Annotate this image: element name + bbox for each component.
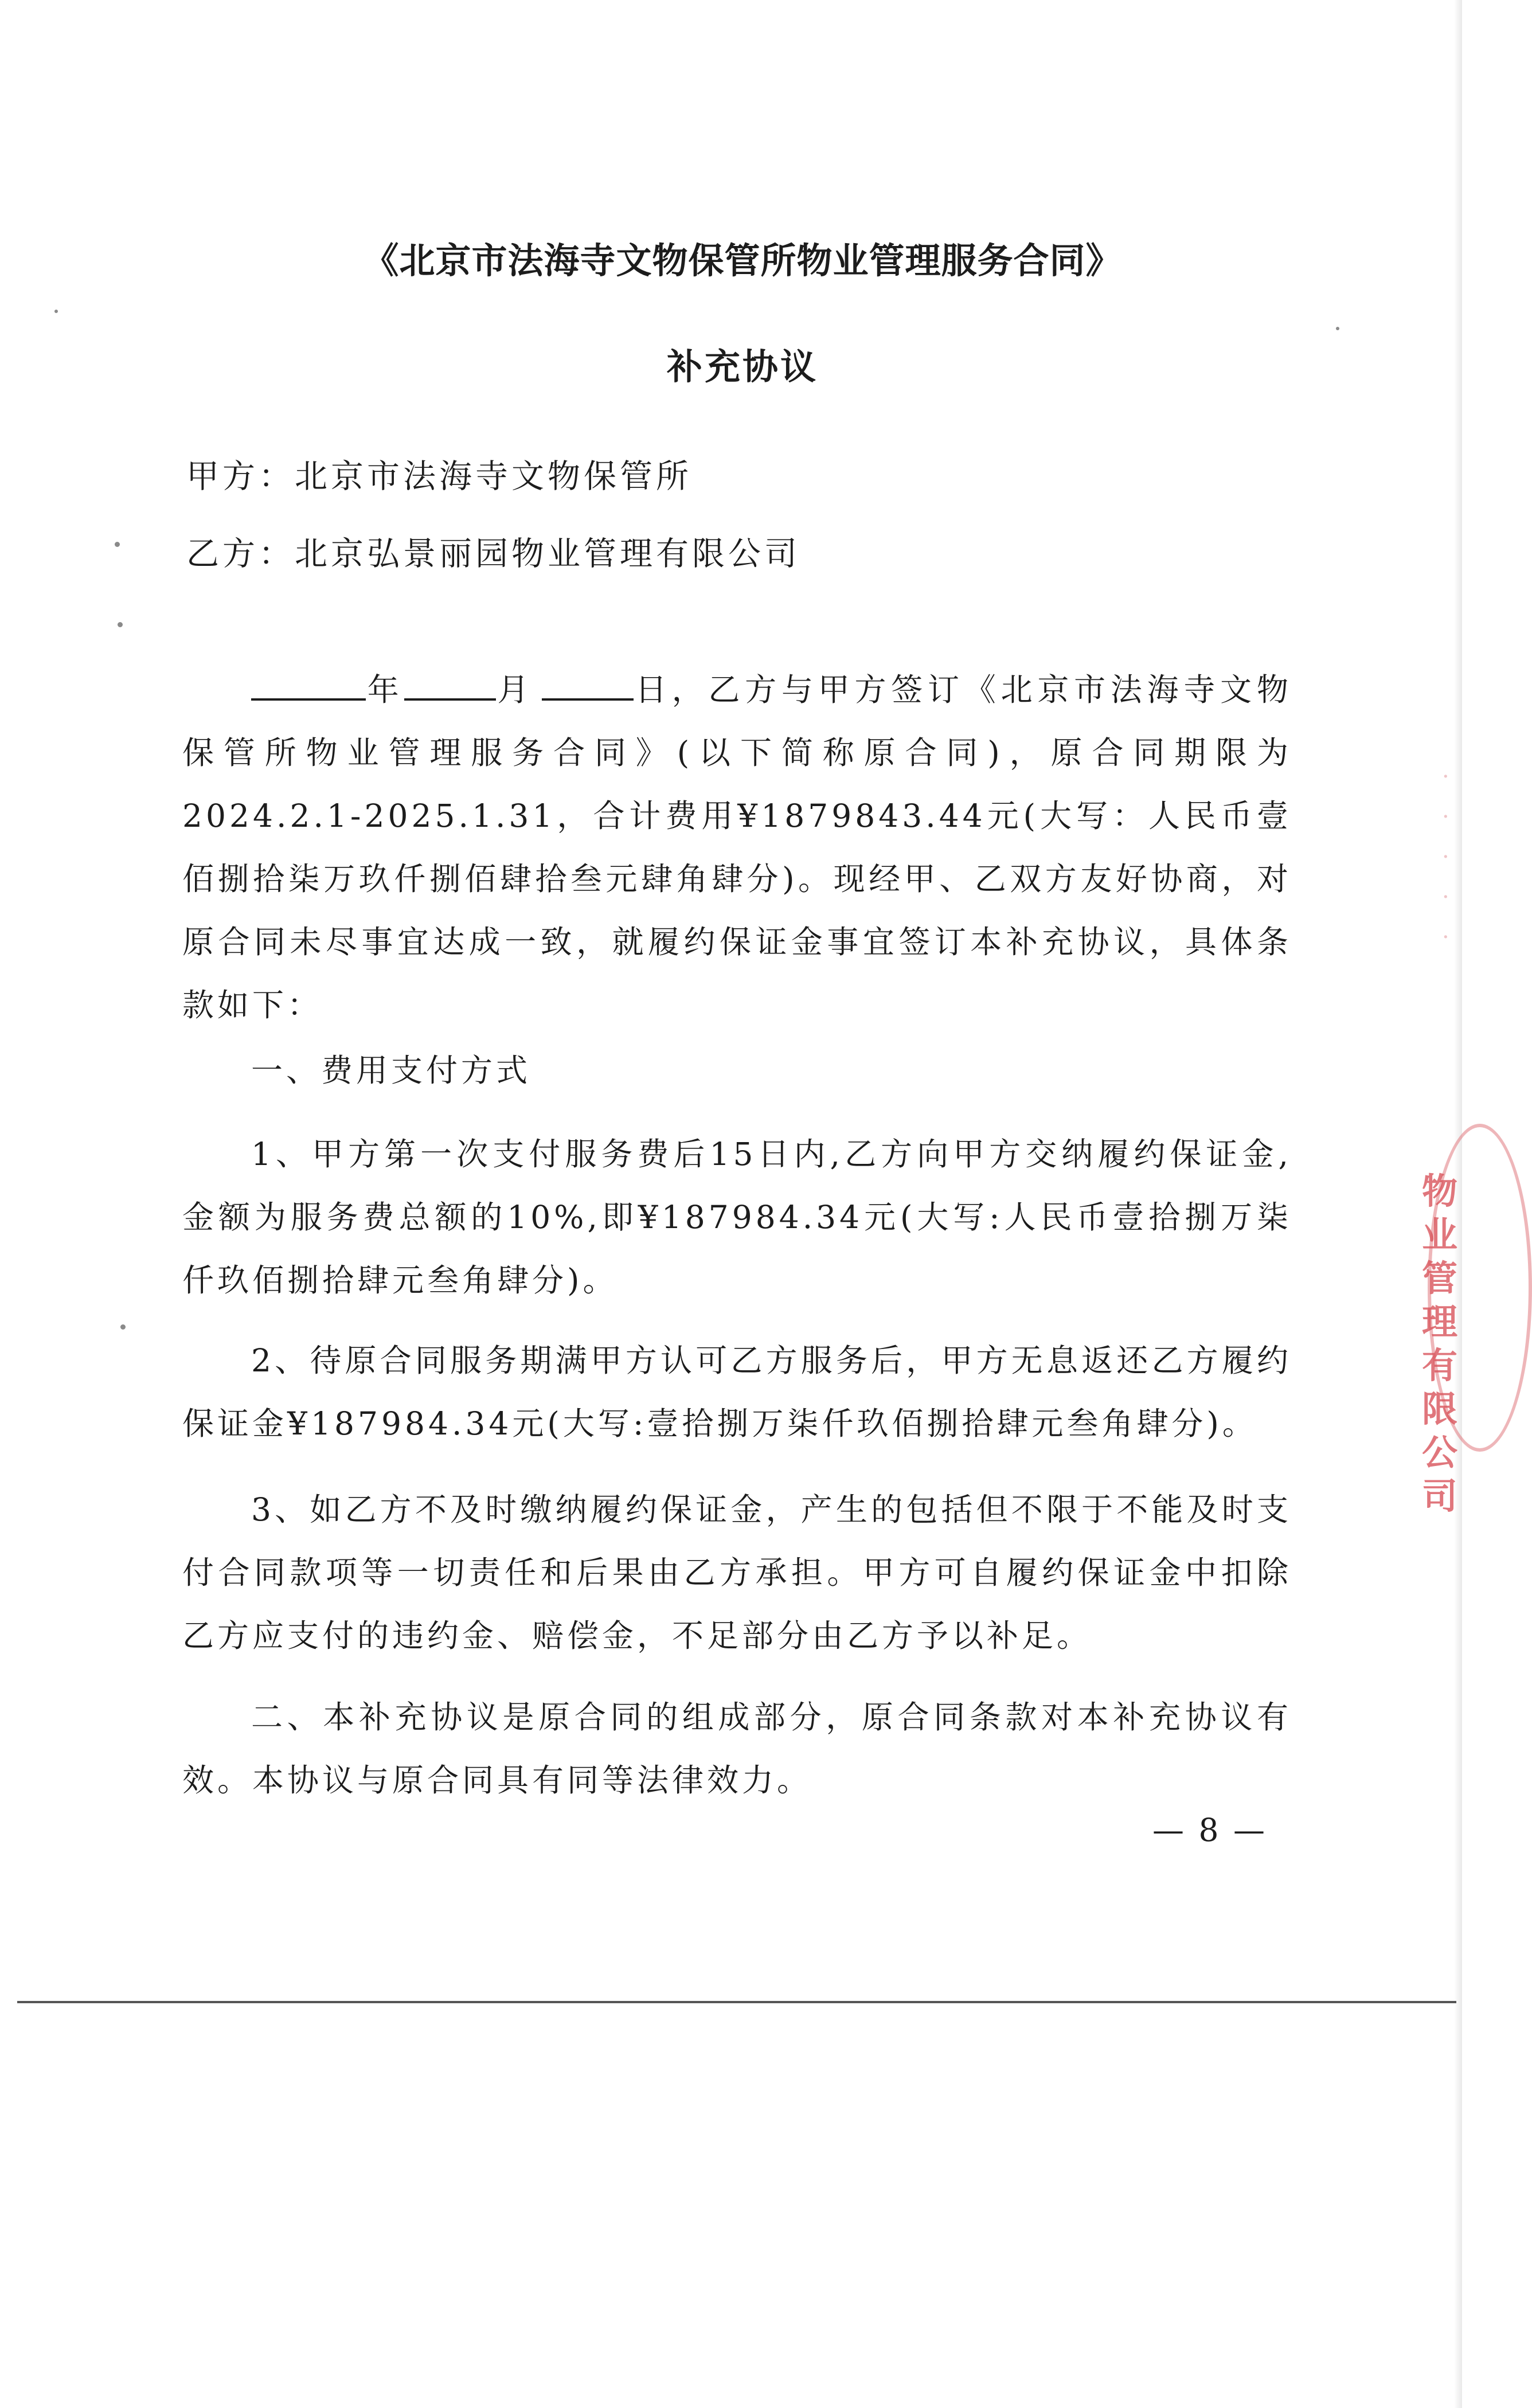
item-2-block [182, 1329, 1292, 1455]
item-3: 3、如乙方不及时缴纳履约保证金，产生的包括但不限于不能及时支付合同款项等一切责任和后果由乙方承担。甲方可自履约保证金中扣除乙方应支付的违约金、赔偿金，不足部分由乙方予以补足。 [182, 1491, 1292, 1654]
day-label: 日， [634, 671, 709, 708]
scan-speck [54, 310, 58, 313]
seal-fragment: · · · · · [1442, 764, 1449, 951]
company-seal: 物业管理有限公司 [1422, 1170, 1458, 1517]
party-b: 乙方：北京弘景丽园物业管理有限公司 [186, 535, 800, 573]
scan-speck [120, 1324, 126, 1330]
section-2-block [182, 1686, 1292, 1812]
year-blank [251, 670, 366, 701]
section-1-heading-block [182, 1039, 1292, 1102]
item-1-block [182, 1123, 1292, 1312]
page-bottom-rule [17, 2001, 1456, 2003]
document-title: 《北京市法海寺文物保管所物业管理服务合同》 [363, 240, 1122, 282]
item-1: 1、甲方第一次支付服务费后15日内,乙方向甲方交纳履约保证金,金额为服务费总额的10%,即¥187984.34元(大写:人民币壹拾捌万柒仟玖佰捌拾肆元叁角肆分)。 [182, 1136, 1292, 1299]
year-label: 年 [366, 671, 404, 708]
party-a: 甲方：北京市法海寺文物保管所 [186, 458, 692, 495]
month-label: 月 [495, 671, 534, 708]
scan-speck [118, 622, 123, 627]
section-1-heading: 一、费用支付方式 [251, 1052, 531, 1089]
section-2: 二、本补充协议是原合同的组成部分，原合同条款对本补充协议有效。本协议与原合同具有同等法律效力。 [182, 1699, 1292, 1799]
page-number: — 8 — [1152, 1812, 1267, 1848]
item-3-block [182, 1478, 1292, 1667]
intro-paragraph [182, 658, 1292, 1037]
document-subtitle: 补充协议 [666, 346, 818, 388]
scan-speck [115, 542, 120, 547]
intro-text: 乙方与甲方签订《北京市法海寺文物保管所物业管理服务合同》(以下简称原合同)，原合同期限为2024.2.1-2025.1.31，合计费用¥1879843.44元(大写：人民币壹佰捌拾柒万玖仟捌佰肆拾叁元肆角肆分)。现经甲、乙双方友好协商，对原合同未尽事宜达成一致，就履约保证金事宜签订本补充协议，具体条款如下： [182, 671, 1292, 1023]
month-blank [404, 670, 496, 701]
item-2: 2、待原合同服务期满甲方认可乙方服务后，甲方无息返还乙方履约保证金¥187984.34元(大写:壹拾捌万柒仟玖佰捌拾肆元叁角肆分)。 [182, 1342, 1292, 1442]
day-blank [542, 670, 634, 701]
scan-speck [1336, 327, 1339, 330]
